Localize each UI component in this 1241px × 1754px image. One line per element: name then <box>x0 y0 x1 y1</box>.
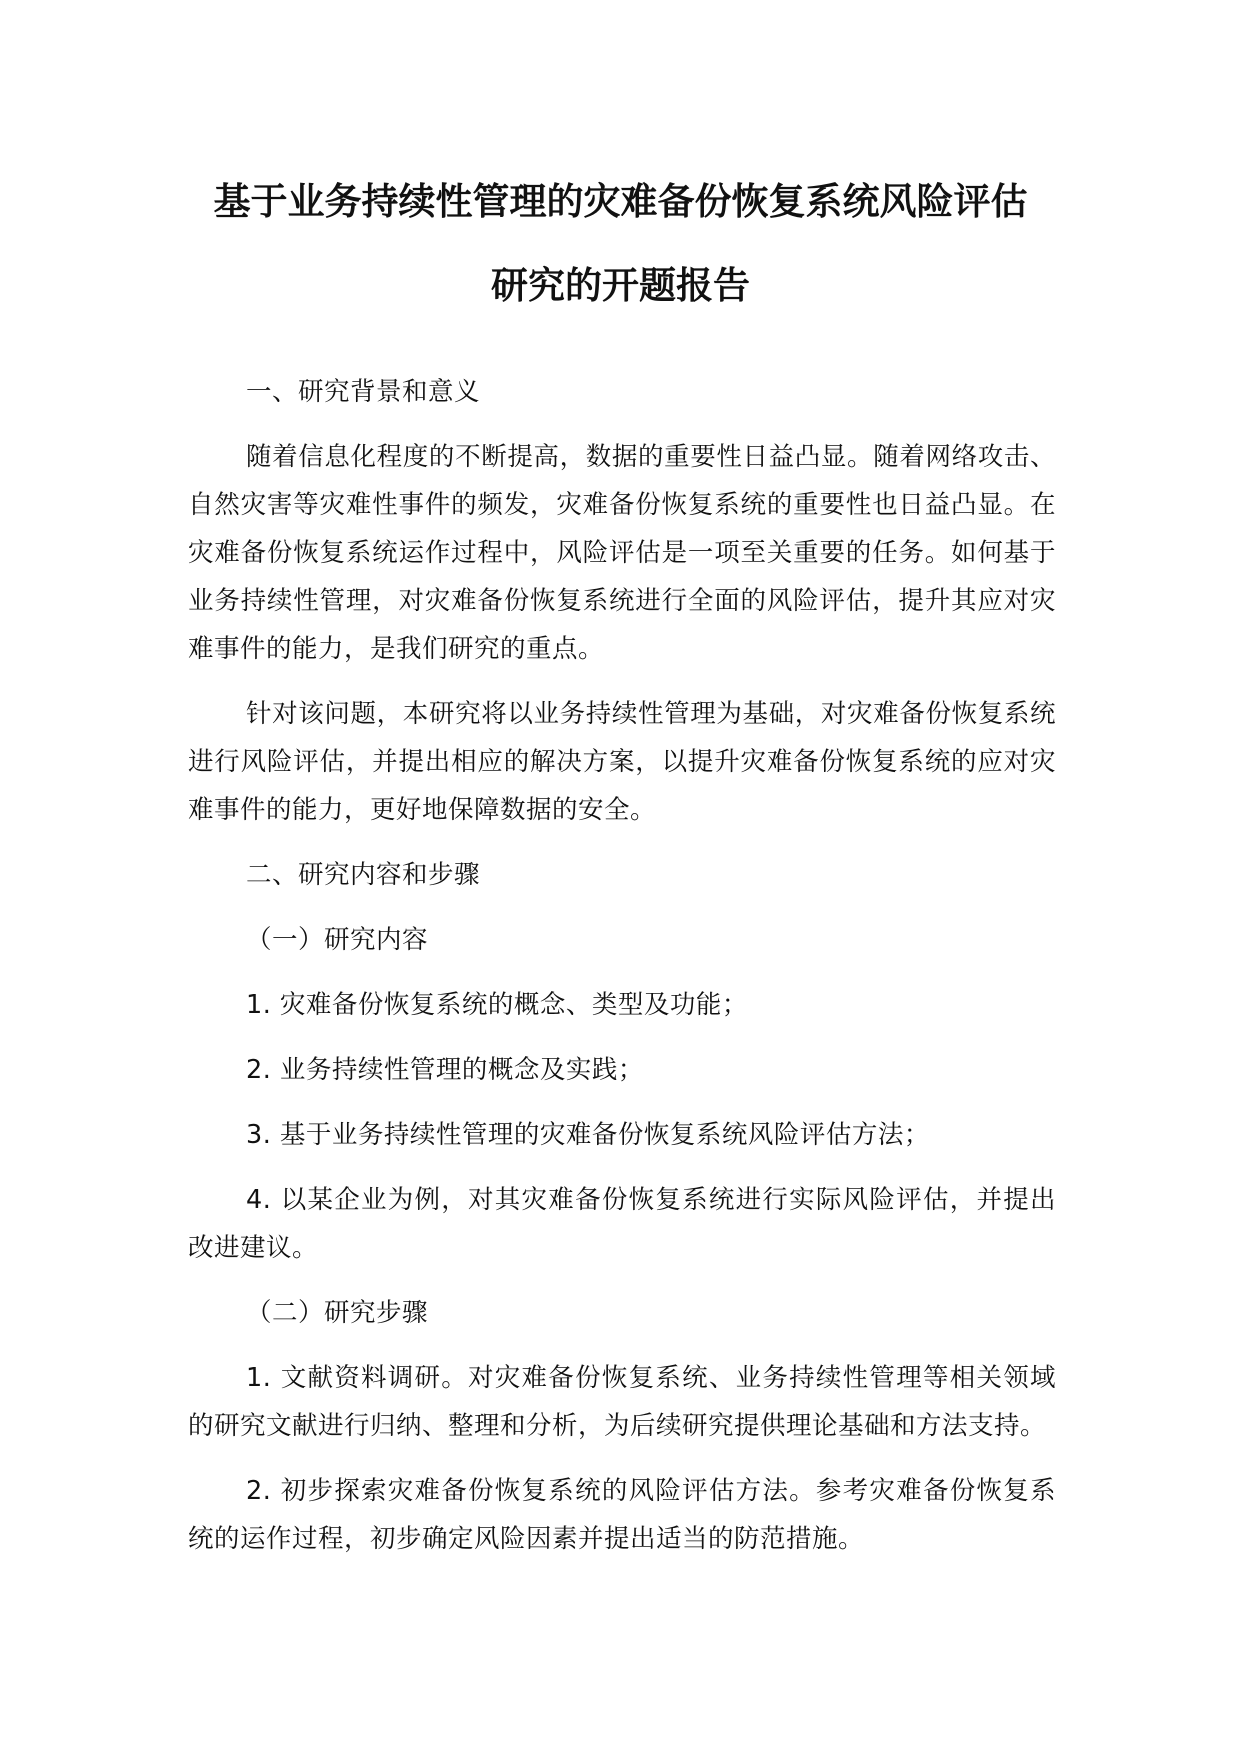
content-item-2: 2. 业务持续性管理的概念及实践； <box>246 1055 644 1085</box>
document-title-line-1: 基于业务持续性管理的灾难备份恢复系统风险评估 <box>213 180 1028 223</box>
content-item-4: 4. 以某企业为例，对其灾难备份恢复系统进行实际风险评估，并提出改进建议。 <box>188 1185 1056 1263</box>
step-item-1: 1. 文献资料调研。对灾难备份恢复系统、业务持续性管理等相关领域的研究文献进行归纳、整理和分析，为后续研究提供理论基础和方法支持。 <box>188 1363 1056 1441</box>
content-item-3: 3. 基于业务持续性管理的灾难备份恢复系统风险评估方法； <box>246 1120 930 1150</box>
section-1-paragraph-2: 针对该问题，本研究将以业务持续性管理为基础，对灾难备份恢复系统进行风险评估，并提出相应的解决方案，以提升灾难备份恢复系统的应对灾难事件的能力，更好地保障数据的安全。 <box>188 699 1056 825</box>
subsection-steps-heading: （二）研究步骤 <box>246 1298 429 1328</box>
content-item-1: 1. 灾难备份恢复系统的概念、类型及功能； <box>246 990 748 1020</box>
document-title-line-2: 研究的开题报告 <box>491 264 750 307</box>
subsection-content-heading: （一）研究内容 <box>246 925 429 955</box>
section-2-heading: 二、研究内容和步骤 <box>246 860 481 890</box>
step-item-2: 2. 初步探索灾难备份恢复系统的风险评估方法。参考灾难备份恢复系统的运作过程，初步确定风险因素并提出适当的防范措施。 <box>188 1476 1056 1554</box>
document-body <box>188 368 1056 1580</box>
section-1-heading: 一、研究背景和意义 <box>246 377 481 407</box>
section-1-paragraph-1: 随着信息化程度的不断提高，数据的重要性日益凸显。随着网络攻击、自然灾害等灾难性事件的频发，灾难备份恢复系统的重要性也日益凸显。在灾难备份恢复系统运作过程中，风险评估是一项至关重要的任务。如何基于业务持续性管理，对灾难备份恢复系统进行全面的风险评估，提升其应对灾难事件的能力，是我们研究的重点。 <box>188 442 1056 664</box>
